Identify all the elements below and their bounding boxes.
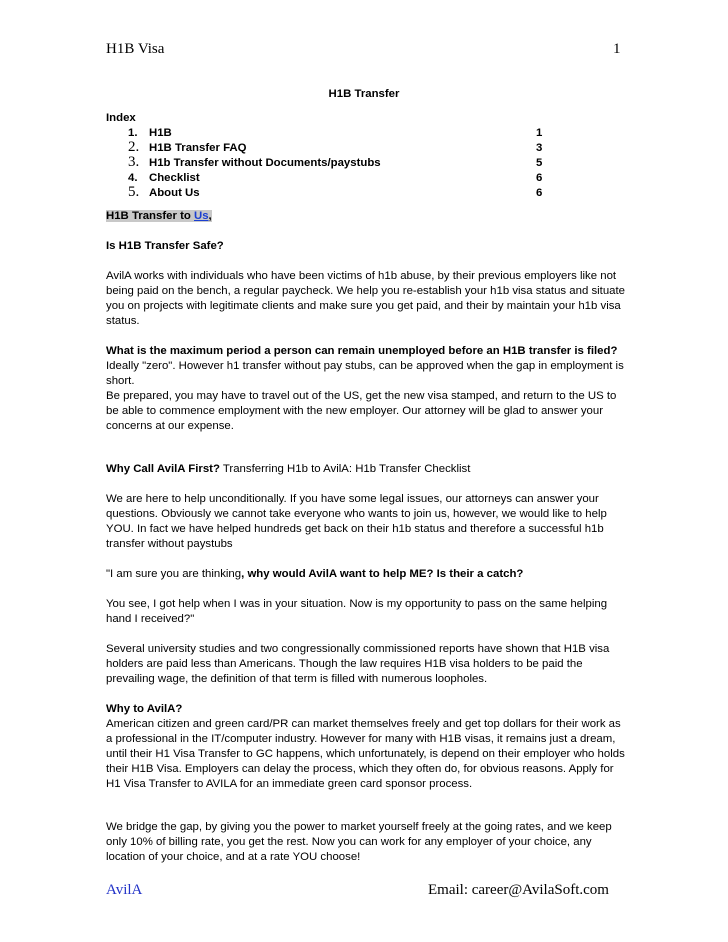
paragraph-studies: Several university studies and two congressionally commissioned reports have shown that H1B visa holders are paid less than Americans. Though the law requires H1B visa holders to be paid the prevailing wage, the definition of that term is filled with numerous loopholes. [106,643,610,685]
why-call-line [106,462,628,477]
toc-item-number: 1. [128,127,138,139]
transfer-heading [106,209,628,224]
paragraph-you-see: You see, I got help when I was in your situation. Now is my opportunity to pass on the same helping hand I received?" [106,598,608,625]
index-label: Index [106,112,136,124]
paragraph-bridge: We bridge the gap, by giving you the power to market yourself freely at the going rates, and we keep only 10% of billing rate, you get the rest. Now you can work for any employer of your choice, any location of your choice, and at a rate YOU choose! [106,821,612,863]
toc-item-number: 3. [128,154,140,170]
paragraph-why-avila: American citizen and green card/PR can market themselves freely and get top dollars for their work as a professional in the IT/computer industry. However for many with H1B visas, it remains just a dream, until their H1 Visa Transfer to GC happens, which unfortunately, is depend on their employer who holds their H1B Visa. Employers can delay the process, which they often do, for obvious reasons. Apply for H1 Visa Transfer to AVILA for an immediate green card sponsor process. [106,718,625,790]
toc-item-page: 1 [536,127,543,139]
transfer-heading-suffix: , [208,210,212,222]
toc-item-text: H1B Transfer FAQ [149,142,247,154]
toc-item[interactable] [106,186,628,201]
toc-item-number: 4. [128,172,138,184]
paragraph-avila-works: AvilA works with individuals who have been victims of h1b abuse, by their previous employers like not being paid on the bench, a regular paycheck. We help you re-establish your h1b visa status and situate you on projects with legitimate clients and make sure you get paid, and their by maintain your h1b visa status. [106,270,626,327]
toc-item[interactable] [106,171,628,186]
header-page-number: 1 [613,41,621,57]
toc-item-text: H1B [149,127,172,139]
why-call-rest: Transferring H1b to AvilA: H1b Transfer Checklist [219,463,471,475]
toc-item[interactable] [106,156,628,171]
why-call-heading: Why Call AvilA First? [106,463,220,475]
question-max-period: What is the maximum period a person can remain unemployed before an H1B transfer is filed? [106,345,618,357]
toc-item[interactable] [106,141,628,156]
quote-plain: "I am sure you are thinking [106,568,242,580]
footer-email: Email: career@AvilaSoft.com [428,882,609,898]
toc-item-text: Checklist [149,172,200,184]
transfer-heading-text: H1B Transfer to [106,210,194,222]
paragraph-help: We are here to help unconditionally. If you have some legal issues, our attorneys can answer your questions. Obviously we cannot take everyone who wants to join us, however, we would like to help YOU. In fact we have helped hundreds get back on their h1b status and therefore a successful h1b transfer without paystubs [106,493,607,550]
toc-item-page: 3 [536,142,543,154]
toc-item-number: 2. [128,139,140,155]
toc-item-text: About Us [149,187,200,199]
answer-max-period-1: Ideally "zero". However h1 transfer without pay stubs, can be approved when the gap in employment is short. [106,360,624,387]
why-avila-heading: Why to AvilA? [106,703,183,715]
toc-item-page: 6 [536,172,543,184]
toc-item[interactable] [106,126,628,141]
header-title: H1B Visa [106,41,165,57]
toc-item-text: H1b Transfer without Documents/paystubs [149,157,381,169]
answer-max-period-2: Be prepared, you may have to travel out of the US, get the new visa stamped, and return to the US to be able to commence employment with the new employer. Our attorney will be glad to answer your concerns at our expense. [106,390,617,432]
quote-line [106,567,628,582]
toc-item-page: 5 [536,157,543,169]
quote-bold: , why would AvilA want to help ME? Is their a catch? [241,568,524,580]
toc-item-number: 5. [128,184,140,200]
document-title: H1B Transfer [328,88,400,100]
footer-brand: AvilA [106,882,143,898]
us-link[interactable]: Us [193,210,209,222]
safe-heading: Is H1B Transfer Safe? [106,240,224,252]
toc-item-page: 6 [536,187,543,199]
document-body [106,111,628,865]
